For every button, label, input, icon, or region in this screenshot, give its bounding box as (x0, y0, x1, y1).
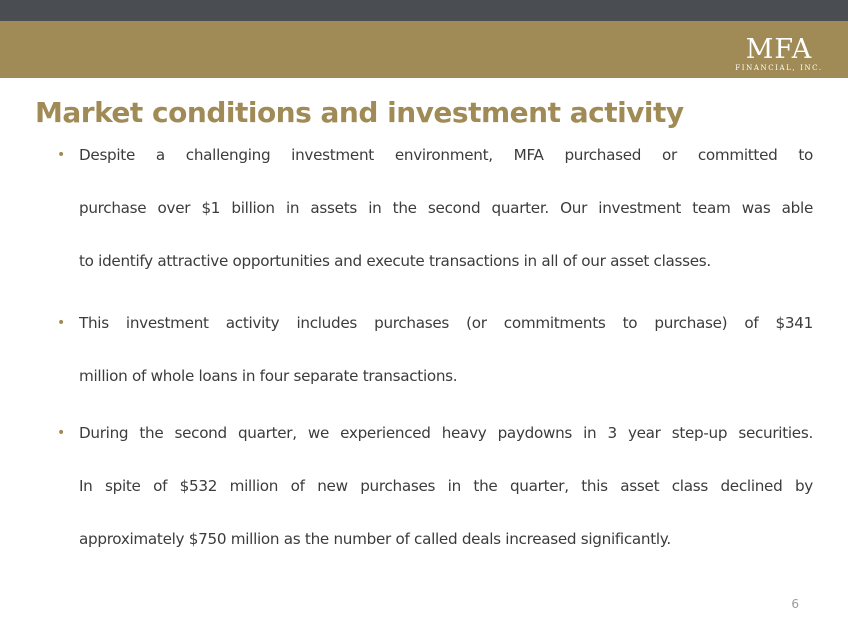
bullet-marker: • (57, 315, 66, 331)
slide-title: Market conditions and investment activity (35, 96, 684, 129)
bullet-line: During the second quarter, we experienced heavy paydowns in 3 year step-up securities. (79, 424, 813, 442)
bullet-line: Despite a challenging investment environment, MFA purchased or committed to (79, 146, 813, 164)
bullet-text (79, 420, 813, 552)
bullet-marker: • (57, 425, 66, 441)
bullet-line: This investment activity includes purchases (or commitments to purchase) of $341 (79, 314, 813, 332)
bullet-line: approximately $750 million as the number of called deals increased significantly. (79, 530, 671, 548)
logo-mark: MFA (745, 34, 813, 65)
bullet-text (79, 310, 813, 389)
bullet-marker: • (57, 147, 66, 163)
top-bar (0, 0, 848, 21)
bullet-item (57, 142, 813, 308)
logo-subtitle: FINANCIAL, INC. (735, 64, 823, 72)
bullet-line: million of whole loans in four separate transactions. (79, 367, 458, 385)
bullet-line: to identify attractive opportunities and execute transactions in all of our asset classes. (79, 252, 711, 270)
bullet-list (57, 142, 813, 569)
bullet-line: purchase over $1 billion in assets in the second quarter. Our investment team was able (79, 199, 813, 217)
page-number: 6 (791, 597, 799, 611)
bullet-item (57, 420, 813, 552)
company-logo (729, 36, 829, 76)
bullet-text (79, 142, 813, 274)
bullet-line: In spite of $532 million of new purchases in the quarter, this asset class declined by (79, 477, 813, 495)
bullet-item (57, 310, 813, 420)
header-band (0, 21, 848, 78)
